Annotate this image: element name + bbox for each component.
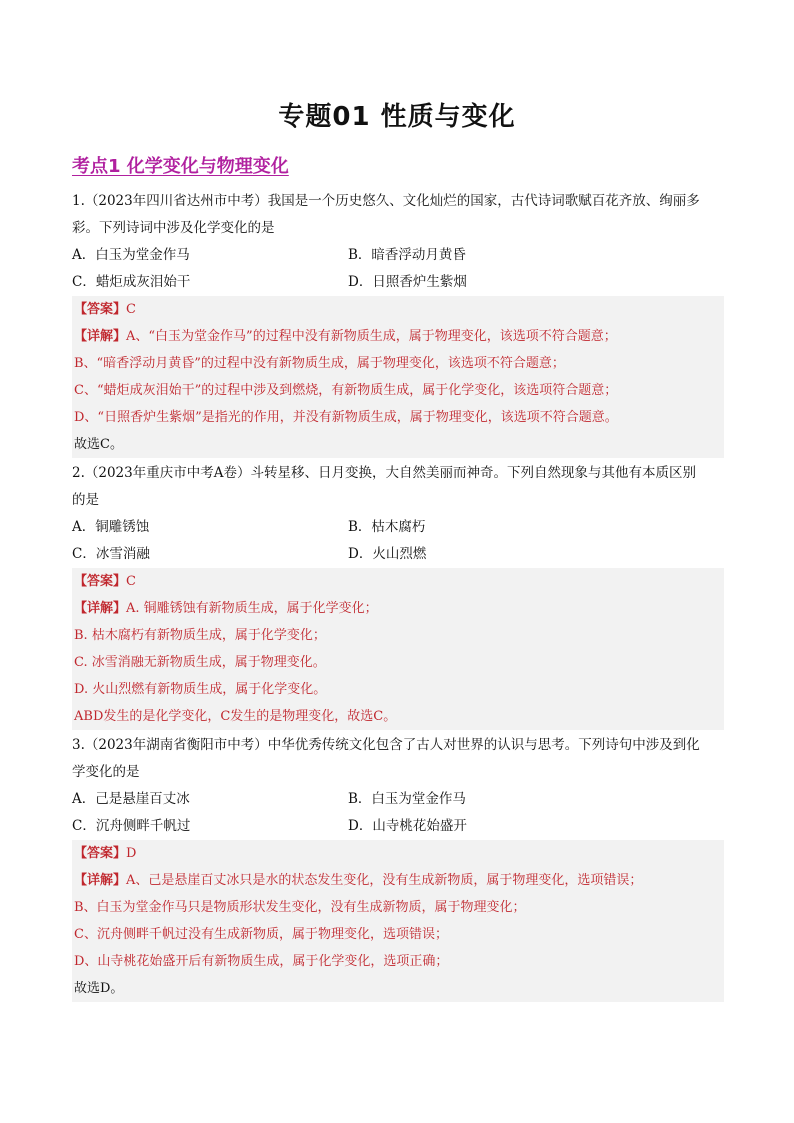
question-stem: 2.（2023年重庆市中考A卷）斗转星移、日月变换，大自然美丽而神奇。下列自然现象与其他有本质区别: [72, 465, 696, 481]
answer-line: [74, 568, 722, 595]
option-b: B．白玉为堂金作马: [348, 791, 466, 807]
detail-tag: 【详解】: [74, 873, 127, 888]
detail-line: D、“日照香炉生紫烟”是指光的作用，并没有新物质生成，属于物理变化，该选项不符合题意。: [74, 410, 618, 425]
answer-box: [72, 296, 724, 458]
answer-box: [72, 840, 724, 1002]
detail-line: B、白玉为堂金作马只是物质形状发生变化，没有生成新物质，属于物理变化；: [74, 900, 526, 915]
option-d: D．火山烈燃: [348, 546, 427, 562]
option-c: C．蜡炬成灰泪始干: [72, 274, 191, 290]
detail-text: A. 铜雕锈蚀有新物质生成，属于化学变化；: [126, 601, 378, 616]
detail-line: B. 枯木腐朽有新物质生成，属于化学变化；: [74, 628, 326, 643]
answer-tag: 【答案】: [74, 846, 127, 861]
options-row: [72, 541, 724, 568]
page-title: 专题01 性质与变化: [278, 102, 516, 132]
option-c: C．冰雪消融: [72, 546, 150, 562]
answer-line: [74, 840, 722, 867]
options-row: [72, 269, 724, 296]
question-stem: 彩。下列诗词中涉及化学变化的是: [72, 220, 275, 236]
question-stem: 3.（2023年湖南省衡阳市中考）中华优秀传统文化包含了古人对世界的认识与思考。下列诗句中涉及到化: [72, 737, 700, 753]
question-2: [72, 460, 724, 730]
question-1: [72, 188, 724, 458]
section-heading: 考点1 化学变化与物理变化: [72, 156, 289, 177]
option-a: A．铜雕锈蚀: [72, 519, 150, 535]
conclusion-line: 故选C。: [74, 437, 123, 452]
option-d: D．山寺桃花始盛开: [348, 818, 467, 834]
option-d: D．日照香炉生紫烟: [348, 274, 467, 290]
options-row: [72, 242, 724, 269]
detail-line: D、山寺桃花始盛开后有新物质生成，属于化学变化，选项正确；: [74, 954, 449, 969]
option-b: B．暗香浮动月黄昏: [348, 247, 466, 263]
answer-line: [74, 296, 722, 323]
answer-value: C: [126, 302, 136, 317]
detail-line: B、“暗香浮动月黄昏”的过程中没有新物质生成，属于物理变化，该选项不符合题意；: [74, 356, 565, 371]
option-a: A．白玉为堂金作马: [72, 247, 190, 263]
detail-tag: 【详解】: [74, 329, 127, 344]
detail-line: C、“蜡炬成灰泪始干”的过程中涉及到燃烧，有新物质生成，属于化学变化，该选项符合题意；: [74, 383, 618, 398]
options-row: [72, 514, 724, 541]
detail-tag: 【详解】: [74, 601, 127, 616]
answer-box: [72, 568, 724, 730]
answer-value: D: [126, 846, 137, 861]
detail-line: [74, 595, 722, 622]
question-stem: 学变化的是: [72, 764, 140, 780]
conclusion-line: 故选D。: [74, 981, 124, 996]
options-row: [72, 813, 724, 840]
detail-text: A、“白玉为堂金作马”的过程中没有新物质生成，属于物理变化，该选项不符合题意；: [126, 329, 617, 344]
answer-tag: 【答案】: [74, 302, 127, 317]
question-stem: 的是: [72, 492, 99, 508]
detail-line: D. 火山烈燃有新物质生成，属于化学变化。: [74, 682, 327, 697]
detail-line: [74, 323, 722, 350]
option-a: A．己是悬崖百丈冰: [72, 791, 190, 807]
detail-line: C. 冰雪消融无新物质生成，属于物理变化。: [74, 655, 326, 670]
options-row: [72, 786, 724, 813]
detail-text: A、己是悬崖百丈冰只是水的状态发生变化，没有生成新物质，属于物理变化，选项错误；: [126, 873, 643, 888]
conclusion-line: ABD发生的是化学变化，C发生的是物理变化，故选C。: [74, 709, 397, 724]
question-3: [72, 732, 724, 1002]
detail-line: [74, 867, 722, 894]
option-b: B．枯木腐朽: [348, 519, 426, 535]
question-stem: 1.（2023年四川省达州市中考）我国是一个历史悠久、文化灿烂的国家，古代诗词歌赋百花齐放、绚丽多: [72, 193, 700, 209]
answer-tag: 【答案】: [74, 574, 127, 589]
detail-line: C、沉舟侧畔千帆过没有生成新物质，属于物理变化，选项错误；: [74, 927, 448, 942]
answer-value: C: [126, 574, 136, 589]
option-c: C．沉舟侧畔千帆过: [72, 818, 191, 834]
